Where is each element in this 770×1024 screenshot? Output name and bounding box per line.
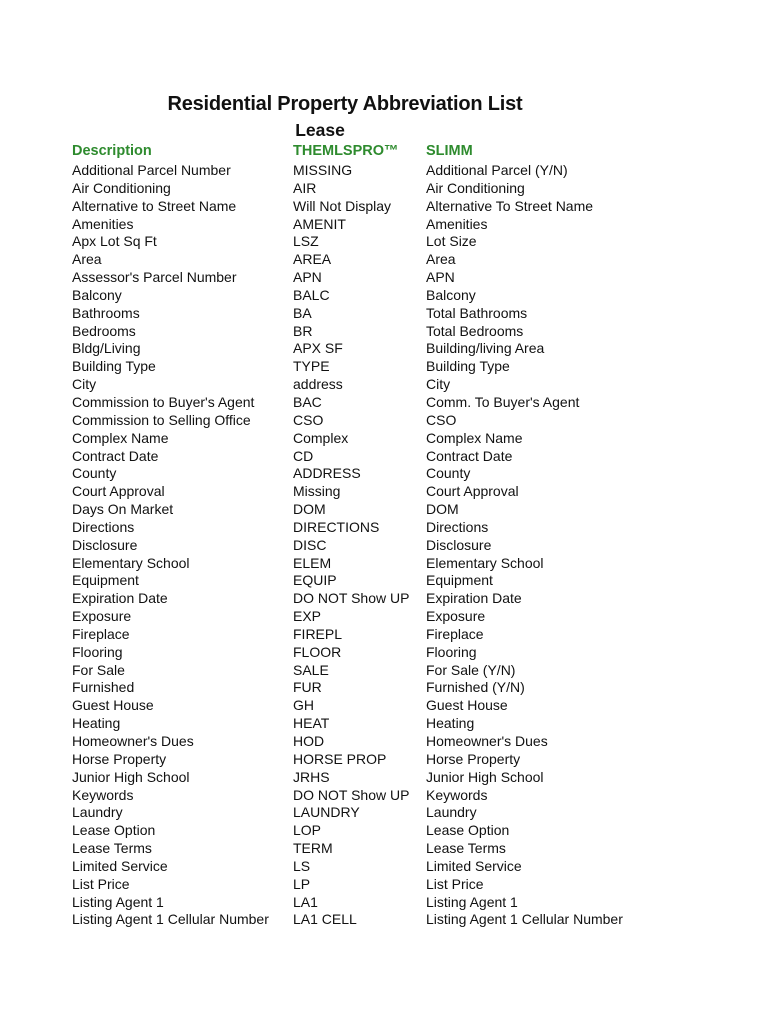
slimm-cell: Junior High School: [426, 768, 544, 785]
slimm-cell: Elementary School: [426, 554, 544, 571]
slimm-cell: Building/living Area: [426, 340, 545, 357]
description-cell: Lease Terms: [72, 840, 152, 857]
slimm-cell: Furnished (Y/N): [426, 679, 525, 696]
slimm-cell: Area: [426, 251, 456, 268]
themlspro-cell: APN: [293, 269, 322, 286]
slimm-cell: Listing Agent 1 Cellular Number: [426, 911, 623, 928]
slimm-cell: Heating: [426, 715, 475, 732]
description-cell: Bathrooms: [72, 304, 140, 321]
slimm-cell: Court Approval: [426, 483, 519, 500]
themlspro-cell: EQUIP: [293, 572, 337, 589]
table-row: [0, 555, 770, 573]
description-cell: Building Type: [72, 358, 156, 375]
description-cell: Assessor's Parcel Number: [72, 269, 237, 286]
slimm-cell: Laundry: [426, 804, 477, 821]
description-cell: Listing Agent 1: [72, 893, 164, 910]
themlspro-cell: LA1: [293, 893, 318, 910]
table-row: [0, 697, 770, 715]
table-row: [0, 430, 770, 448]
slimm-cell: Fireplace: [426, 625, 484, 642]
themlspro-cell: Complex: [293, 429, 349, 446]
themlspro-cell: DO NOT Show UP: [293, 590, 410, 607]
themlspro-cell: JRHS: [293, 768, 330, 785]
description-cell: Apx Lot Sq Ft: [72, 233, 157, 250]
themlspro-cell: BAC: [293, 393, 322, 410]
table-row: [0, 715, 770, 733]
table-row: [0, 358, 770, 376]
slimm-cell: Listing Agent 1: [426, 893, 518, 910]
slimm-cell: Guest House: [426, 697, 508, 714]
slimm-cell: Keywords: [426, 786, 488, 803]
themlspro-cell: DIRECTIONS: [293, 518, 380, 535]
description-cell: Guest House: [72, 697, 154, 714]
table-row: [0, 269, 770, 287]
slimm-cell: Lease Option: [426, 822, 510, 839]
table-row: [0, 751, 770, 769]
slimm-cell: Lease Terms: [426, 840, 506, 857]
table-row: [0, 733, 770, 751]
description-cell: City: [72, 376, 97, 393]
table-row: [0, 483, 770, 501]
description-cell: Alternative to Street Name: [72, 197, 237, 214]
description-cell: Limited Service: [72, 857, 168, 874]
description-cell: Balcony: [72, 286, 122, 303]
table-row: [0, 198, 770, 216]
themlspro-cell: BALC: [293, 286, 330, 303]
column-header-description: Description: [72, 143, 152, 159]
slimm-cell: Directions: [426, 518, 489, 535]
table-row: [0, 590, 770, 608]
description-cell: Directions: [72, 518, 135, 535]
description-cell: Air Conditioning: [72, 179, 171, 196]
themlspro-cell: DISC: [293, 536, 327, 553]
description-cell: Disclosure: [72, 536, 138, 553]
themlspro-cell: CSO: [293, 411, 324, 428]
themlspro-cell: ADDRESS: [293, 465, 361, 482]
themlspro-cell: FIREPL: [293, 625, 343, 642]
table-row: [0, 787, 770, 805]
table-row: [0, 804, 770, 822]
slimm-cell: City: [426, 376, 451, 393]
themlspro-cell: address: [293, 376, 343, 393]
description-cell: Complex Name: [72, 429, 169, 446]
themlspro-cell: HEAT: [293, 715, 330, 732]
description-cell: Commission to Buyer's Agent: [72, 393, 255, 410]
description-cell: Expiration Date: [72, 590, 168, 607]
table-row: [0, 216, 770, 234]
description-cell: Additional Parcel Number: [72, 162, 231, 178]
description-cell: Elementary School: [72, 554, 190, 571]
themlspro-cell: AIR: [293, 179, 317, 196]
slimm-cell: Additional Parcel (Y/N): [426, 162, 568, 178]
themlspro-cell: BA: [293, 304, 312, 321]
table-row: [0, 876, 770, 894]
table-row: [0, 287, 770, 305]
slimm-cell: Horse Property: [426, 750, 521, 767]
description-cell: Area: [72, 251, 102, 268]
table-row: [0, 340, 770, 358]
table-row: [0, 465, 770, 483]
themlspro-cell: ELEM: [293, 554, 332, 571]
slimm-cell: Total Bathrooms: [426, 304, 528, 321]
slimm-cell: APN: [426, 269, 455, 286]
slimm-cell: County: [426, 465, 471, 482]
table-row: [0, 233, 770, 251]
slimm-cell: Amenities: [426, 215, 488, 232]
themlspro-cell: LOP: [293, 822, 322, 839]
table-row: [0, 537, 770, 555]
slimm-cell: Complex Name: [426, 429, 523, 446]
table-row: [0, 376, 770, 394]
slimm-cell: Disclosure: [426, 536, 492, 553]
themlspro-cell: MISSING: [293, 162, 353, 178]
slimm-cell: Contract Date: [426, 447, 513, 464]
column-header-slimm: SLIMM: [426, 143, 473, 159]
table-row: [0, 644, 770, 662]
description-cell: Days On Market: [72, 501, 174, 518]
table-row: [0, 769, 770, 787]
slimm-cell: Flooring: [426, 643, 477, 660]
description-cell: Horse Property: [72, 750, 167, 767]
themlspro-cell: LP: [293, 875, 311, 892]
table-row: [0, 608, 770, 626]
table-row: [0, 501, 770, 519]
description-cell: Bedrooms: [72, 322, 136, 339]
themlspro-cell: HOD: [293, 733, 325, 749]
slimm-cell: Comm. To Buyer's Agent: [426, 393, 580, 410]
themlspro-cell: GH: [293, 697, 314, 714]
themlspro-cell: AREA: [293, 251, 332, 268]
themlspro-cell: TERM: [293, 840, 333, 857]
themlspro-cell: DO NOT Show UP: [293, 786, 410, 803]
page-subtitle: Lease: [295, 120, 345, 140]
themlspro-cell: TYPE: [293, 358, 330, 375]
themlspro-cell: DOM: [293, 501, 326, 518]
themlspro-cell: LA1 CELL: [293, 911, 357, 928]
themlspro-cell: Will Not Display: [293, 197, 392, 214]
table-row: [0, 519, 770, 537]
abbreviation-table: [0, 162, 770, 929]
themlspro-cell: AMENIT: [293, 215, 346, 232]
description-cell: Lease Option: [72, 822, 156, 839]
description-cell: Heating: [72, 715, 121, 732]
table-row: [0, 679, 770, 697]
table-row: [0, 822, 770, 840]
slimm-cell: Air Conditioning: [426, 179, 525, 196]
description-cell: Laundry: [72, 804, 123, 821]
description-cell: Commission to Selling Office: [72, 411, 251, 428]
description-cell: Keywords: [72, 786, 134, 803]
slimm-cell: Total Bedrooms: [426, 322, 524, 339]
table-row: [0, 840, 770, 858]
slimm-cell: Exposure: [426, 608, 486, 625]
themlspro-cell: HORSE PROP: [293, 750, 387, 767]
description-cell: Equipment: [72, 572, 139, 589]
themlspro-cell: FUR: [293, 679, 322, 696]
slimm-cell: Equipment: [426, 572, 493, 589]
description-cell: County: [72, 465, 117, 482]
description-cell: Homeowner's Dues: [72, 733, 194, 749]
themlspro-cell: CD: [293, 447, 314, 464]
description-cell: List Price: [72, 875, 130, 892]
description-cell: Amenities: [72, 215, 134, 232]
description-cell: Contract Date: [72, 447, 159, 464]
slimm-cell: Alternative To Street Name: [426, 197, 594, 214]
column-header-themlspro: THEMLSPRO™: [293, 143, 399, 159]
themlspro-cell: FLOOR: [293, 643, 342, 660]
description-cell: Flooring: [72, 643, 123, 660]
table-row: [0, 305, 770, 323]
slimm-cell: Homeowner's Dues: [426, 733, 548, 749]
table-row: [0, 180, 770, 198]
table-row: [0, 894, 770, 912]
themlspro-cell: Missing: [293, 483, 341, 500]
slimm-cell: Balcony: [426, 286, 476, 303]
themlspro-cell: LS: [293, 857, 311, 874]
description-cell: Junior High School: [72, 768, 190, 785]
slimm-cell: Limited Service: [426, 857, 522, 874]
table-row: [0, 911, 770, 929]
table-row: [0, 858, 770, 876]
slimm-cell: DOM: [426, 501, 459, 518]
themlspro-cell: LSZ: [293, 233, 319, 250]
slimm-cell: Building Type: [426, 358, 510, 375]
table-row: [0, 251, 770, 269]
table-row: [0, 162, 770, 180]
table-row: [0, 572, 770, 590]
description-cell: Bldg/Living: [72, 340, 141, 357]
page-title: Residential Property Abbreviation List: [167, 93, 523, 115]
description-cell: Court Approval: [72, 483, 165, 500]
table-row: [0, 323, 770, 341]
slimm-cell: List Price: [426, 875, 484, 892]
themlspro-cell: SALE: [293, 661, 329, 678]
slimm-cell: Expiration Date: [426, 590, 522, 607]
description-cell: Fireplace: [72, 625, 130, 642]
table-row: [0, 448, 770, 466]
description-cell: Listing Agent 1 Cellular Number: [72, 911, 269, 928]
table-row: [0, 394, 770, 412]
table-row: [0, 412, 770, 430]
table-row: [0, 626, 770, 644]
themlspro-cell: BR: [293, 322, 313, 339]
table-row: [0, 662, 770, 680]
description-cell: Exposure: [72, 608, 132, 625]
themlspro-cell: EXP: [293, 608, 322, 625]
themlspro-cell: APX SF: [293, 340, 343, 357]
slimm-cell: CSO: [426, 411, 457, 428]
description-cell: For Sale: [72, 661, 125, 678]
slimm-cell: For Sale (Y/N): [426, 661, 516, 678]
themlspro-cell: LAUNDRY: [293, 804, 360, 821]
slimm-cell: Lot Size: [426, 233, 477, 250]
description-cell: Furnished: [72, 679, 135, 696]
column-headers: [0, 143, 770, 163]
